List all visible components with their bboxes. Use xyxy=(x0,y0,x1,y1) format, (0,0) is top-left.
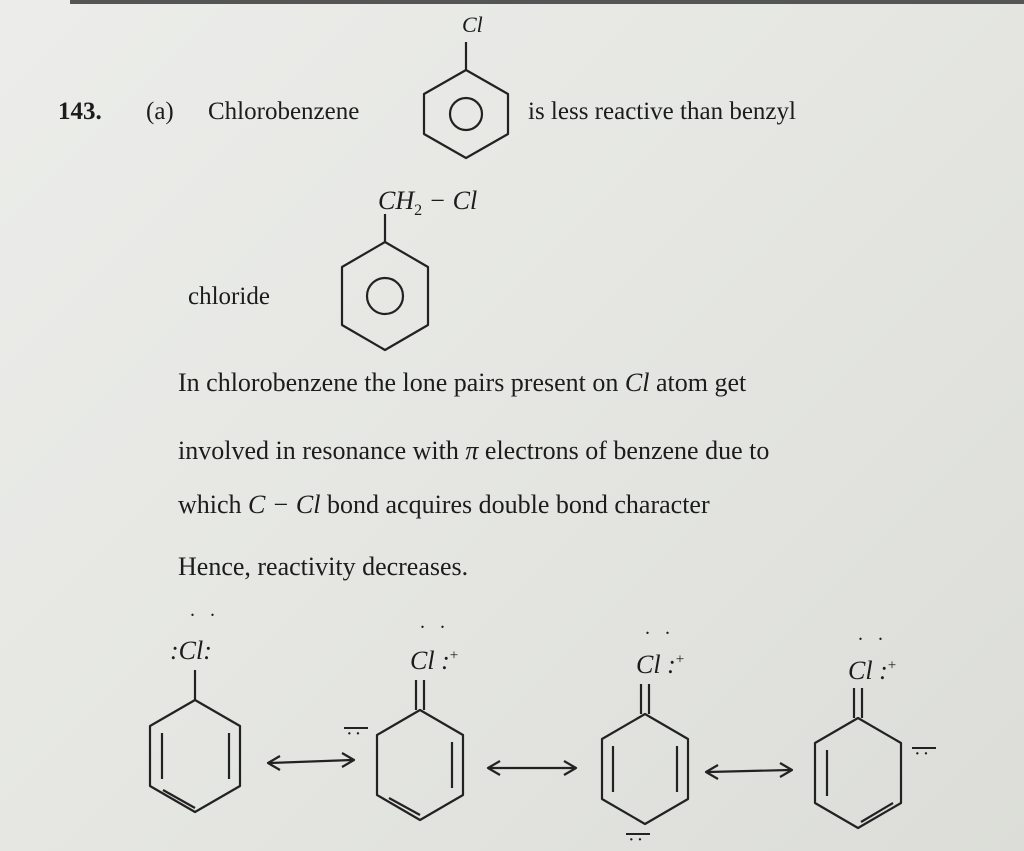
explanation-line-2: involved in resonance with π electrons of benzene due to xyxy=(178,436,770,465)
chlorobenzene-cl-label: Cl xyxy=(462,12,483,37)
resonance-label-4: Cl :+ xyxy=(848,656,897,685)
carbanion-lone-pair-ortho-2: ·· xyxy=(914,743,932,765)
lone-pair-dots-1: . . xyxy=(190,599,220,621)
lone-pair-dots-4: . . xyxy=(858,623,888,645)
resonance-label-3: Cl :+ xyxy=(636,650,685,679)
resonance-arrow-1 xyxy=(268,753,354,770)
resonance-ring-3 xyxy=(602,684,688,824)
resonance-ring-1 xyxy=(150,670,240,812)
resonance-label-1: :Cl: xyxy=(170,636,212,665)
resonance-arrow-2 xyxy=(488,761,576,775)
carbanion-lone-pair-ortho: ·· xyxy=(346,723,364,745)
question-number: 143. xyxy=(58,98,102,125)
lone-pair-dots-3: . . xyxy=(645,617,675,639)
resonance-ring-4 xyxy=(815,688,901,828)
aromatic-circle-2 xyxy=(367,278,403,314)
question-part: (a) xyxy=(146,98,174,125)
lone-pair-dots-2: . . xyxy=(420,611,450,633)
resonance-arrow-3 xyxy=(706,763,792,779)
chlorobenzene-ring xyxy=(424,42,508,158)
comparison-text: is less reactive than benzyl xyxy=(528,98,796,125)
resonance-ring-2 xyxy=(377,680,463,820)
explanation-line-4: Hence, reactivity decreases. xyxy=(178,552,469,581)
carbanion-lone-pair-para: ·· xyxy=(628,829,646,851)
benzyl-chloride-ring xyxy=(342,214,428,350)
compound-name: Chlorobenzene xyxy=(208,98,360,125)
continuation-text: chloride xyxy=(188,283,270,310)
explanation-line-1: In chlorobenzene the lone pairs present on Cl atom get xyxy=(178,368,747,397)
resonance-label-2: Cl :+ xyxy=(410,646,459,675)
explanation-line-3: which C − Cl bond acquires double bond character xyxy=(178,490,710,519)
benzyl-substituent-label: $CH_2 - Cl$ xyxy=(378,186,478,220)
aromatic-circle-1 xyxy=(450,98,482,130)
